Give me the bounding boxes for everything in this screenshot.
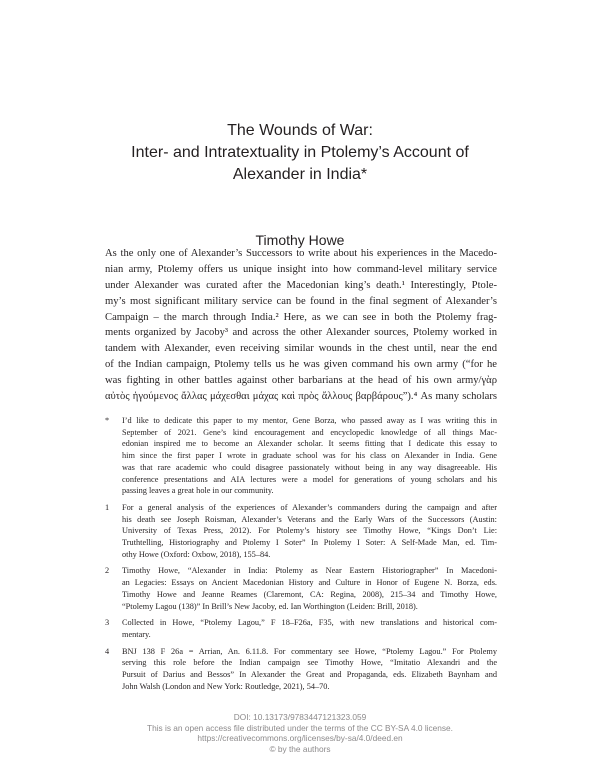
body-line: nian army, Ptolemy offers us unique insight into how command-level military service <box>105 263 497 275</box>
footnote-mark: 3 <box>105 618 110 628</box>
page-footer <box>0 712 600 754</box>
footnote-mark: 4 <box>105 646 110 656</box>
footnote-line: BNJ 138 F 26a = Arrian, An. 6.11.8. For commentary see Howe, “Ptolemy Lagou.” For Ptolemy <box>122 646 497 656</box>
footnote-line: mentary. <box>122 629 151 639</box>
license-url: https://creativecommons.org/licenses/by-sa/4.0/deed.en <box>197 733 403 743</box>
footnote-line: an Legacies: Essays on Ancient Macedonian History and Culture in Honor of Eugene N. Borza, eds. <box>122 578 497 588</box>
footnote-line: passing leaves a great hole in our community. <box>122 486 274 496</box>
paper-title <box>0 120 600 186</box>
footnote <box>105 502 497 561</box>
footnote-mark: * <box>105 416 110 425</box>
footnote <box>105 415 497 497</box>
footnote-line: “Ptolemy Lagou (138)” In Brill’s New Jacoby, ed. Ian Worthington (Leiden: Brill, 2018). <box>122 601 418 611</box>
body-paragraph <box>105 246 497 405</box>
footnote-line: Collected in Howe, “Ptolemy Lagou,” F 18–F26a, F35, with new translations and historical com- <box>122 618 497 628</box>
footnote-line: was that rare academic who could disagree passionately without being in any way disagreeable. His <box>122 462 497 472</box>
doi-line: DOI: 10.13173/9783447121323.059 <box>233 712 367 722</box>
title-line-2: Inter- and Intratextuality in Ptolemy’s Account of <box>131 144 469 161</box>
footnotes <box>105 415 497 697</box>
license-line: This is an open access file distributed under the terms of the CC BY-SA 4.0 license. <box>147 722 453 733</box>
footnote <box>105 565 497 612</box>
body-line: Campaign – the march through India.² Here, as we can see in both the Ptolemy frag- <box>105 311 497 323</box>
footnote-line: Timothy Howe, “Alexander in India: Ptolemy as Near Eastern Historiographer” In Macedoni- <box>122 566 497 576</box>
footnote-line: Truthtelling, Historiography and Ptolemy I Soter” In Ptolemy I Soter: A Self-Made Man, ed. Tim- <box>122 538 497 548</box>
footnote-mark: 2 <box>105 566 110 576</box>
footnote-line: I’d like to dedicate this paper to my mentor, Gene Borza, who passed away as I was writing this in <box>122 416 497 425</box>
body-line: As the only one of Alexander’s Successors to write about his experiences in the Macedo- <box>105 248 497 259</box>
footnote-line: him since the first paper I wrote in graduate school was for his class on Alexander in India. Gene <box>122 451 497 461</box>
footnote <box>105 617 497 640</box>
footnote-line: Pursuit of Darius and Bessos” In Alexander the Great and Propaganda, eds. Elizabeth Baynham and <box>122 670 497 680</box>
footnote-line: For a general analysis of the experiences of Alexander’s commanders during the campaign and after <box>122 502 497 512</box>
body-line: my’s most significant military service can be found in the final segment of Alexander’s <box>105 295 497 307</box>
title-line-1: The Wounds of War: <box>227 122 373 139</box>
footnote-mark: 1 <box>105 502 110 512</box>
footnote-line: Timothy Howe and Jeanne Reames (Claremont, CA: Regina, 2008), 215–34 and Timothy Howe, <box>122 589 497 599</box>
footnote-line: September of 2021. Gene’s kind encouragement and encyclopedic knowledge of all things Mac- <box>122 427 497 437</box>
footnote-line: University of Texas Press, 2012). For Ptolemy’s history see Timothy Howe, “Kings Don’t Lie: <box>122 526 497 536</box>
body-line: αὐτὸς ἡγούμενος ἄλλας μάχεσθαι μάχας καὶ πρὸς ἄλλους βαρβάρους”).⁴ As many scholars <box>105 391 497 403</box>
footnote-line: conference presentations and AIA lectures were a model for generations of young scholars and his <box>122 474 497 484</box>
title-line-3: Alexander in India* <box>232 166 368 183</box>
footnote <box>105 646 497 693</box>
footnote-line: othy Howe (Oxford: Oxbow, 2018), 155–84. <box>122 549 271 559</box>
author-name: Timothy Howe <box>255 232 345 248</box>
footnote-line: his death see Joseph Roisman, Alexander’s Veterans and the Early Wars of the Successors (Austin: <box>122 514 497 524</box>
body-line: was fighting in other battles against other barbarians at the head of his own army/γὰρ <box>105 375 497 387</box>
footnote-line: John Walsh (London and New York: Routledge, 2021), 54–70. <box>122 681 330 691</box>
body-line: ments organized by Jacoby³ and across the other Alexander sources, Ptolemy worked in <box>105 327 497 339</box>
body-line: under Alexander was curated after the Macedonian king’s death.¹ Interestingly, Ptole- <box>105 279 497 291</box>
body-line: of the Indian campaign, Ptolemy tells us he was given command his own army (“for he <box>105 359 497 371</box>
body-line: tandem with Alexander, even receiving similar wounds in the chest until, near the end <box>105 343 497 355</box>
footnote-line: serving this role before the Indian campaign see Timothy Howe, “Imitatio Alexandri and the <box>122 658 497 668</box>
footnote-line: edonian inspired me to become an Alexander scholar. It seems fitting that I dedicate this essay to <box>122 439 497 449</box>
copyright-line: © by the authors <box>269 743 331 754</box>
